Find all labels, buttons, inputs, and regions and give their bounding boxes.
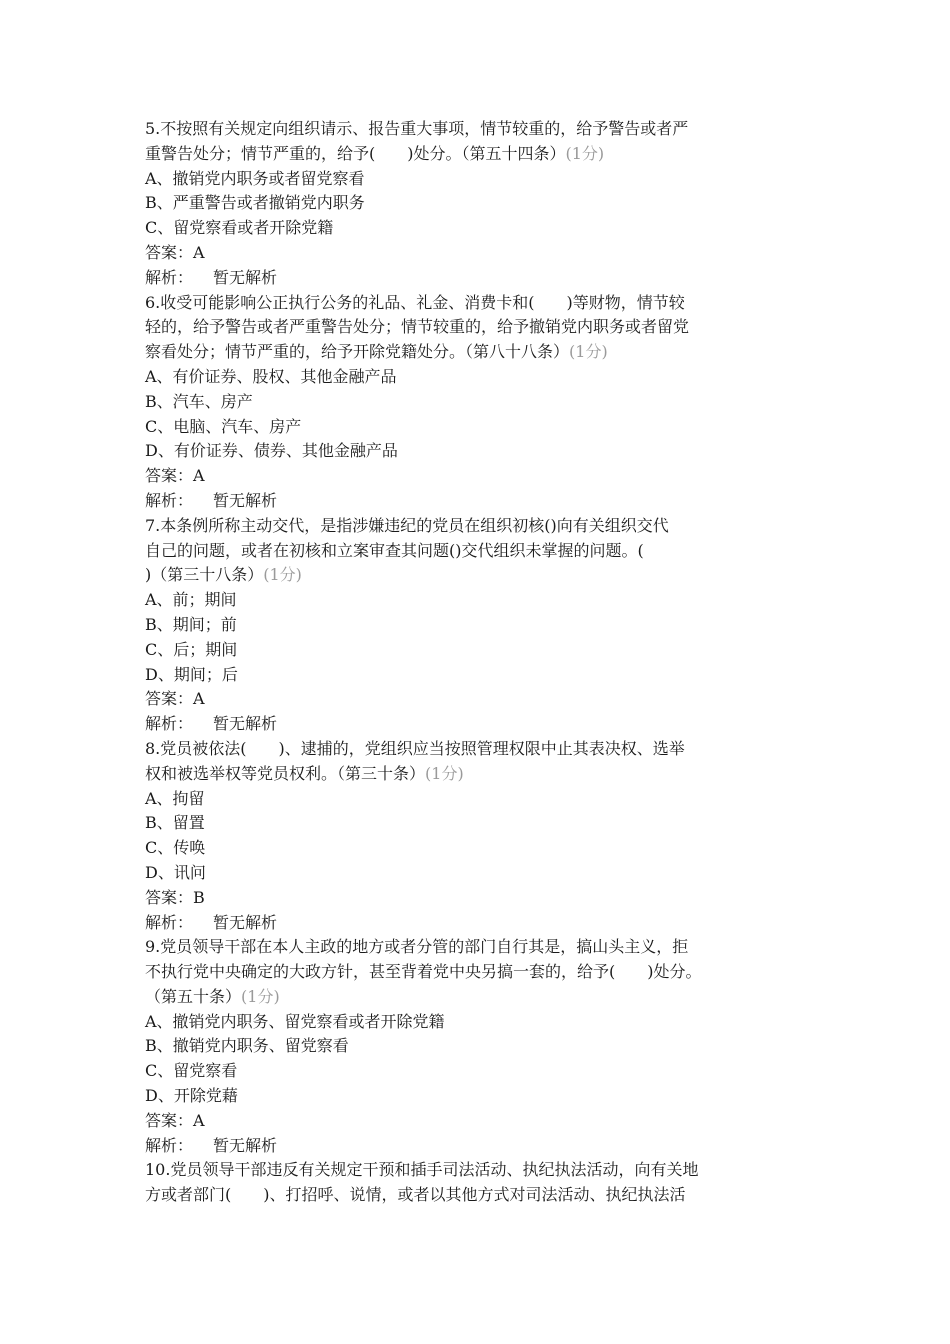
question-block xyxy=(145,514,820,737)
answer-line: 答案：A xyxy=(145,466,205,486)
analysis-label: 解析： xyxy=(145,490,194,510)
question-stem-line xyxy=(145,1183,820,1208)
analysis-text: 暂无解析 xyxy=(213,490,278,510)
analysis-text: 暂无解析 xyxy=(213,267,278,287)
question-score: (1分) xyxy=(569,342,608,362)
answer-option: A、有价证券、股权、其他金融产品 xyxy=(145,366,397,386)
question-stem-line xyxy=(145,985,820,1010)
question-stem-text: 权和被选举权等党员权利。（第三十条） xyxy=(145,763,426,783)
question-block xyxy=(145,291,820,514)
analysis-line xyxy=(145,1134,820,1159)
question-stem-text: （第五十条） xyxy=(145,986,242,1006)
question-stem-line xyxy=(145,539,820,564)
answer-option: C、留党察看或者开除党籍 xyxy=(145,218,334,238)
question-stem-line xyxy=(145,1158,820,1183)
question-stem-text: )（第三十八条） xyxy=(145,565,264,585)
answer-option: D、开除党藉 xyxy=(145,1086,238,1106)
answer-option: B、期间；前 xyxy=(145,614,237,634)
question-stem-text: 6.收受可能影响公正执行公务的礼品、礼金、消费卡和( )等财物，情节较 xyxy=(145,292,685,312)
question-stem-text: 轻的，给予警告或者严重警告处分；情节较重的，给予撤销党内职务或者留党 xyxy=(145,317,690,337)
question-stem-text: 5.不按照有关规定向组织请示、报告重大事项，情节较重的，给予警告或者严 xyxy=(145,119,689,138)
answer-line: 答案：A xyxy=(145,689,205,709)
answer-option: C、后；期间 xyxy=(145,639,238,659)
analysis-label: 解析： xyxy=(145,1135,194,1155)
analysis-line xyxy=(145,266,820,291)
question-stem-line xyxy=(145,291,820,316)
answer-option: D、有价证券、债券、其他金融产品 xyxy=(145,441,398,461)
question-score: (1分) xyxy=(565,143,605,163)
answer-option: B、留置 xyxy=(145,813,205,833)
answer-option: B、撤销党内职务、留党察看 xyxy=(145,1036,349,1056)
analysis-text: 暂无解析 xyxy=(213,1135,278,1155)
answer-line: 答案：A xyxy=(145,242,205,262)
question-stem-line xyxy=(145,762,820,787)
answer-option: A、撤销党内职务或者留党察看 xyxy=(145,168,365,188)
question-block xyxy=(145,117,820,291)
question-stem-line xyxy=(145,142,820,167)
answer-option: B、汽车、房产 xyxy=(145,391,253,411)
answer-line: 答案：A xyxy=(145,1110,205,1130)
question-stem-text: 自己的问题，或者在初核和立案审查其问题()交代组织未掌握的问题。( xyxy=(145,540,644,560)
question-block xyxy=(145,935,820,1158)
question-stem-text: 10.党员领导干部违反有关规定干预和插手司法活动、执纪执法活动，向有关地 xyxy=(145,1160,699,1180)
question-stem-line xyxy=(145,117,820,142)
analysis-label: 解析： xyxy=(145,267,194,287)
question-stem-line xyxy=(145,563,820,588)
answer-option: C、留党察看 xyxy=(145,1061,238,1081)
analysis-line xyxy=(145,712,820,737)
answer-option: B、严重警告或者撤销党内职务 xyxy=(145,193,365,213)
question-stem-text: 察看处分；情节严重的，给予开除党籍处分。（第八十八条） xyxy=(145,342,570,362)
answer-option: C、传唤 xyxy=(145,838,206,858)
question-stem-text: 9.党员领导干部在本人主政的地方或者分管的部门自行其是，搞山头主义，拒 xyxy=(145,937,689,957)
answer-line: 答案：B xyxy=(145,887,205,907)
analysis-text: 暂无解析 xyxy=(213,912,278,932)
question-block xyxy=(145,1158,820,1208)
question-score: (1分) xyxy=(241,986,280,1006)
analysis-label: 解析： xyxy=(145,714,194,734)
question-stem-line xyxy=(145,340,820,365)
answer-option: A、前；期间 xyxy=(145,590,237,610)
question-block xyxy=(145,737,820,935)
question-stem-line xyxy=(145,315,820,340)
answer-option: C、电脑、汽车、房产 xyxy=(145,416,302,436)
question-stem-text: 方或者部门( )、打招呼、说情，或者以其他方式对司法活动、执纪执法活 xyxy=(145,1185,686,1205)
question-score: (1分) xyxy=(263,565,302,585)
analysis-label: 解析： xyxy=(145,912,194,932)
analysis-text: 暂无解析 xyxy=(213,714,278,734)
answer-option: D、讯问 xyxy=(145,862,206,882)
question-stem-line xyxy=(145,737,820,762)
answer-option: D、期间；后 xyxy=(145,664,238,684)
question-stem-text: 重警告处分；情节严重的，给予( )处分。（第五十四条） xyxy=(145,143,566,163)
analysis-line xyxy=(145,911,820,936)
question-stem-line xyxy=(145,960,820,985)
question-stem-text: 7.本条例所称主动交代，是指涉嫌违纪的党员在组织初核()向有关组织交代 xyxy=(145,515,669,535)
answer-option: A、拘留 xyxy=(145,788,205,808)
answer-option: A、撤销党内职务、留党察看或者开除党籍 xyxy=(145,1011,445,1031)
question-stem-line xyxy=(145,514,820,539)
question-stem-line xyxy=(145,935,820,960)
question-stem-text: 不执行党中央确定的大政方针，甚至背着党中央另搞一套的，给予( )处分。 xyxy=(145,962,702,982)
question-stem-text: 8.党员被依法( )、逮捕的，党组织应当按照管理权限中止其表决权、选举 xyxy=(145,738,685,758)
analysis-line xyxy=(145,489,820,514)
question-score: (1分) xyxy=(425,763,464,783)
question-list xyxy=(145,117,820,1208)
